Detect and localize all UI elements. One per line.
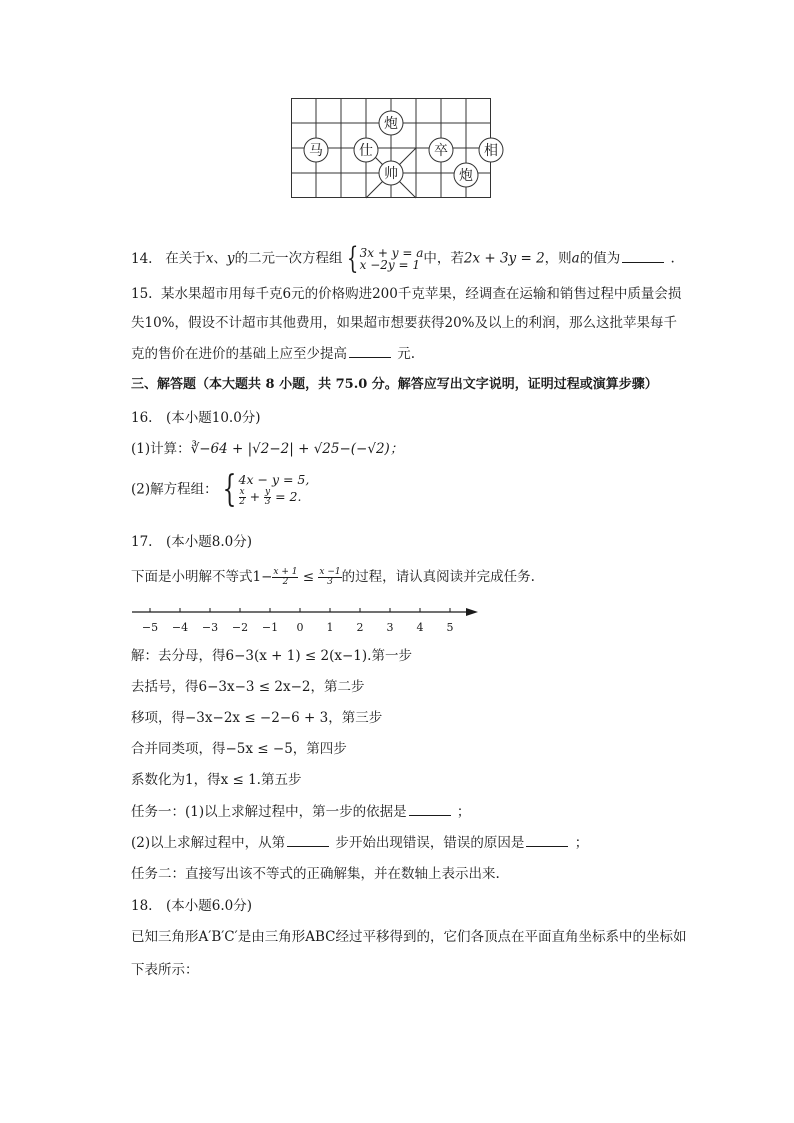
piece-ma bbox=[304, 138, 328, 162]
svg-text:仕: 仕 bbox=[359, 143, 373, 159]
number-line-tick-label: 1 bbox=[326, 621, 334, 634]
number-line-tick-label: 2 bbox=[356, 621, 364, 634]
number-line-tick-label: 4 bbox=[416, 621, 424, 634]
question-15-line1: 15. 某水果超市用每千克6元的价格购进200千克苹果，经调查在运输和销售过程中质量会损 bbox=[131, 286, 682, 302]
svg-text:炮: 炮 bbox=[384, 116, 398, 132]
number-line-tick-label: −1 bbox=[261, 621, 279, 634]
chess-board-figure bbox=[291, 98, 498, 198]
number-line-tick-label: 5 bbox=[446, 621, 454, 634]
step-3: 移项，得−3x−2x ≤ −2−6 + 3，第三步 bbox=[131, 710, 383, 726]
step-1: 解：去分母，得6−3(x + 1) ≤ 2(x−1).第一步 bbox=[131, 648, 412, 664]
question-17-intro: 下面是小明解不等式1− $\frac{x + 1}{2}$ ≤ $\frac{x -1}{3}$ 的过程，请认真阅读并完成任务. bbox=[131, 567, 535, 587]
answer-blank bbox=[622, 250, 664, 263]
number-line-tick-label: −2 bbox=[231, 621, 249, 634]
svg-text:相: 相 bbox=[484, 143, 498, 159]
number-line-tick-label: 0 bbox=[296, 621, 304, 634]
piece-pao-bottom bbox=[454, 163, 478, 187]
number-line-axis bbox=[130, 604, 480, 636]
question-18-line2: 下表所示： bbox=[131, 962, 199, 978]
question-14: 14. 在关于x、y的二元一次方程组 { 3x + y = a x −2y = 1 中，若2x + 3y = 2，则a的值为 . bbox=[131, 241, 675, 276]
svg-text:卒: 卒 bbox=[434, 143, 448, 159]
question-18-line1: 已知三角形A′B′C′是由三角形ABC经过平移得到的，它们各顶点在平面直角坐标系中的坐标如 bbox=[131, 929, 687, 945]
step-5: 系数化为1，得x ≤ 1.第五步 bbox=[131, 772, 302, 788]
section-3-heading: 三、解答题（本大题共 8 小题，共 75.0 分。解答应写出文字说明，证明过程或演算步骤） bbox=[131, 377, 658, 392]
equation-system: { 3x + y = a x −2y = 1 bbox=[346, 241, 424, 276]
arrow-icon bbox=[466, 608, 478, 616]
piece-shuai bbox=[379, 161, 403, 185]
answer-blank bbox=[409, 803, 451, 816]
number-line-tick-label: −4 bbox=[171, 621, 189, 634]
number-line-tick-label: 3 bbox=[386, 621, 394, 634]
question-15-line3: 克的售价在进价的基础上应至少提高 元. bbox=[131, 346, 416, 362]
task-1-part-2: (2)以上求解过程中，从第 步开始出现错误，错误的原因是 ； bbox=[131, 835, 589, 851]
piece-shi bbox=[354, 138, 378, 162]
svg-text:帅: 帅 bbox=[384, 166, 398, 182]
piece-xiang bbox=[479, 138, 503, 162]
question-17-header: 17. (本小题8.0分) bbox=[131, 534, 252, 550]
svg-text:炮: 炮 bbox=[459, 168, 473, 184]
svg-text:马: 马 bbox=[309, 143, 323, 159]
number-line-tick-label: −3 bbox=[201, 621, 219, 634]
piece-pao-top bbox=[379, 111, 403, 135]
answer-blank bbox=[287, 834, 329, 847]
question-16-part2: (2)解方程组： { 4x − y = 5, $\frac{x}{2}$ + $\frac{y}{3}$ = 2. bbox=[131, 468, 310, 510]
question-15-line2: 失10%，假设不计超市其他费用，如果超市想要获得20%及以上的利润，那么这批苹果每千 bbox=[131, 315, 678, 331]
question-18-header: 18. (本小题6.0分) bbox=[131, 898, 252, 914]
answer-blank bbox=[526, 834, 568, 847]
piece-zu bbox=[429, 138, 453, 162]
task-1-part-1: 任务一：(1)以上求解过程中，第一步的依据是 ； bbox=[131, 804, 471, 820]
answer-blank bbox=[349, 345, 391, 358]
question-16-header: 16. (本小题10.0分) bbox=[131, 410, 261, 426]
equation-system: { 4x − y = 5, $\frac{x}{2}$ + $\frac{y}{3}$ = 2. bbox=[222, 468, 310, 510]
task-2: 任务二：直接写出该不等式的正确解集，并在数轴上表示出来. bbox=[131, 866, 500, 882]
number-line-tick-label: −5 bbox=[141, 621, 159, 634]
number-line bbox=[130, 604, 480, 636]
chess-board bbox=[291, 98, 498, 198]
step-4: 合并同类项，得−5x ≤ −5，第四步 bbox=[131, 741, 347, 757]
step-2: 去括号，得6−3x−3 ≤ 2x−2，第二步 bbox=[131, 679, 365, 695]
question-16-part1: (1)计算：∛−64 + |√2−2| + √25−(−√2)； bbox=[131, 441, 404, 457]
